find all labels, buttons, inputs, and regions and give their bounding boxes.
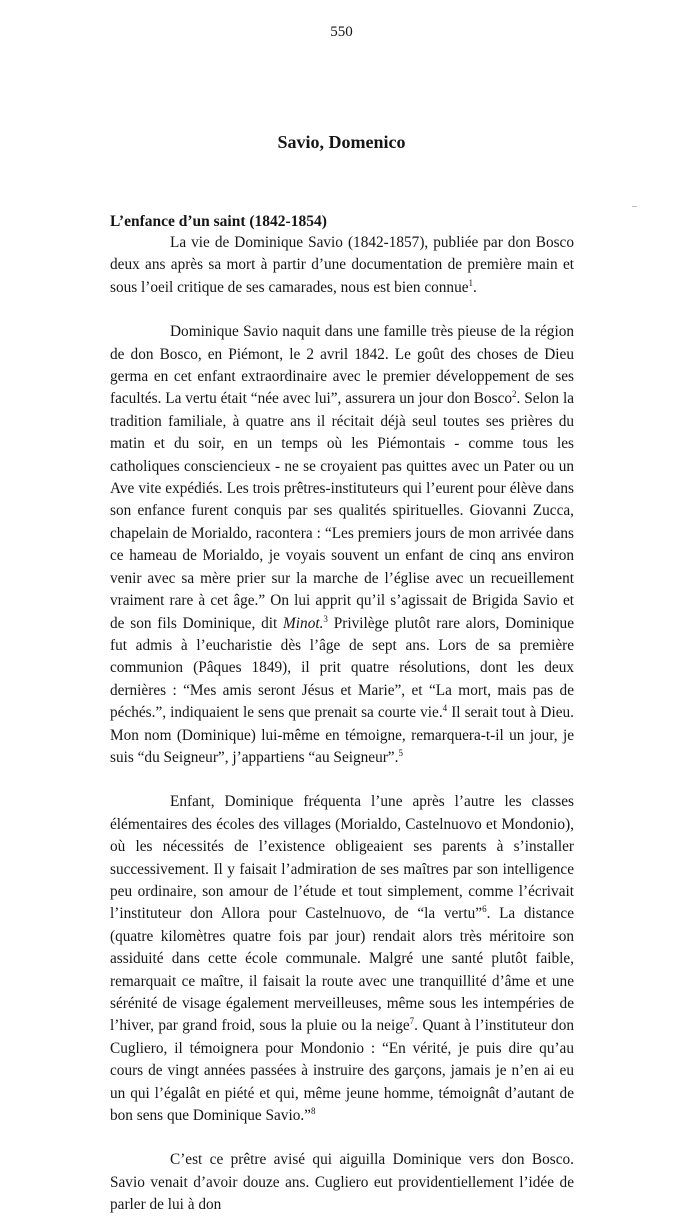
footnote-ref: 6 (482, 904, 487, 915)
paragraph-text: . Selon la tradition familiale, à quatre ans il récitait déjà seul toutes ses prières du matin et du soir, en un temps où les Piémontais - comme tous les catholiques consciencieux - ne se croyaient pas quittes avec un Pater ou un Ave vite expédiés. Les trois prêtres-instituteurs qui l’eurent pour élève dans son enfance furent conquis par ses qualités spirituelles. Giovanni Zucca, chapelain de Morialdo, racontera : “Les premiers jours de mon arrivée dans ce hameau de Morialdo, je voyais souvent un enfant de cinq ans environ venir avec sa mère prier sur la marche de l’église avec un recueillement vraiment rare à cet âge.” On lui apprit qu’il s’agissait de Brigida Savio et de son fils Dominique, dit (110, 390, 574, 632)
paragraph-2 (110, 321, 574, 769)
article-title: Savio, Domenico (277, 132, 406, 152)
section-heading: L’enfance d’un saint (1842-1854) (110, 213, 327, 230)
paragraph-text: C’est ce prêtre avisé qui aiguilla Dominique vers don Bosco. Savio venait d’avoir douze ans. Cugliero eut providentiellement l’idée de parler de lui à don (110, 1151, 574, 1214)
paragraph-text: Dominique Savio naquit dans une famille très pieuse de la région de don Bosco, en Piémont, le 2 avril 1842. Le goût des choses de Dieu germa en cet enfant extraordinaire avec le premier développement de ses facultés. La vertu était “née avec lui”, assurera un jour don Bosco (110, 323, 574, 408)
paragraph-text: . (319, 614, 324, 632)
footnote-ref: 5 (398, 747, 403, 758)
paragraph-text: Il serait tout à Dieu. Mon nom (Dominique) lui-même en témoigne, remarquera-t-il un jour, je suis “du Seigneur”, j’appartiens “au Seigneur”. (110, 704, 574, 766)
footnote-ref: 4 (442, 703, 448, 714)
footnote-ref: 3 (323, 613, 328, 624)
article-body (110, 212, 574, 1217)
paragraph-text: Privilège plutôt rare alors, Dominique fut admis à l’eucharistie dès l’âge de sept ans. Lors de sa première communion (Pâques 1849), il prit quatre résolutions, dont les deux dernières : “Mes amis seront Jésus et Marie”, et “La mort, mais pas de péchés.”, indiquaient le sens que prenait sa courte vie. (110, 614, 574, 722)
nickname-italic: Minot (283, 614, 320, 632)
paragraph-text: Enfant, Dominique fréquenta l’une après l’autre les classes élémentaires des écoles des villages (Morialdo, Castelnuovo et Mondonio), où les nécessités de l’existence obligeaient ses parents à s’installer successivement. Il y faisait l’admiration de ses maîtres par son intelligence peu ordinaire, son amour de l’étude et tout simplement, comme l’écrivait l’instituteur don Allora pour Castelnuovo, de “la vertu” (110, 793, 574, 923)
footnote-ref: 2 (512, 389, 517, 400)
paragraph-text: La vie de Dominique Savio (1842-1857), publiée par don Bosco deux ans après sa mort à partir d’une documentation de première main et sous l’oeil critique de ses camarades, nous est bien connue (110, 234, 574, 296)
paragraph-text: . Quant à l’instituteur don Cugliero, il témoignera pour Mondonio : “En vérité, je puis dire qu’au cours de vingt années passées à instruire des garçons, jamais je n’en ai eu un qui l’égalât en piété et qui, même jeune homme, témoignât d’autant de bon sens que Dominique Savio.” (110, 1017, 574, 1125)
paragraph-3 (110, 791, 574, 1127)
paragraph-4 (110, 1149, 574, 1216)
paragraph-text: . La distance (quatre kilomètres quatre fois par jour) rendait alors très méritoire son assiduité dans cette école communale. Malgré une santé plutôt faible, remarquait ce maître, il faisait la route avec une tranquillité d’âme et une sérénité de visage également merveilleuses, même sous les intempéries de l’hiver, par grand froid, sous la pluie ou la neige (110, 905, 574, 1035)
footnote-ref: 1 (468, 277, 474, 288)
paragraph-1 (110, 232, 574, 299)
footnote-ref: 7 (409, 1016, 415, 1027)
paragraph-text: . (473, 278, 477, 296)
footnote-ref: 8 (310, 1105, 316, 1116)
scan-speck (632, 206, 637, 207)
page-number: 550 (330, 24, 353, 40)
